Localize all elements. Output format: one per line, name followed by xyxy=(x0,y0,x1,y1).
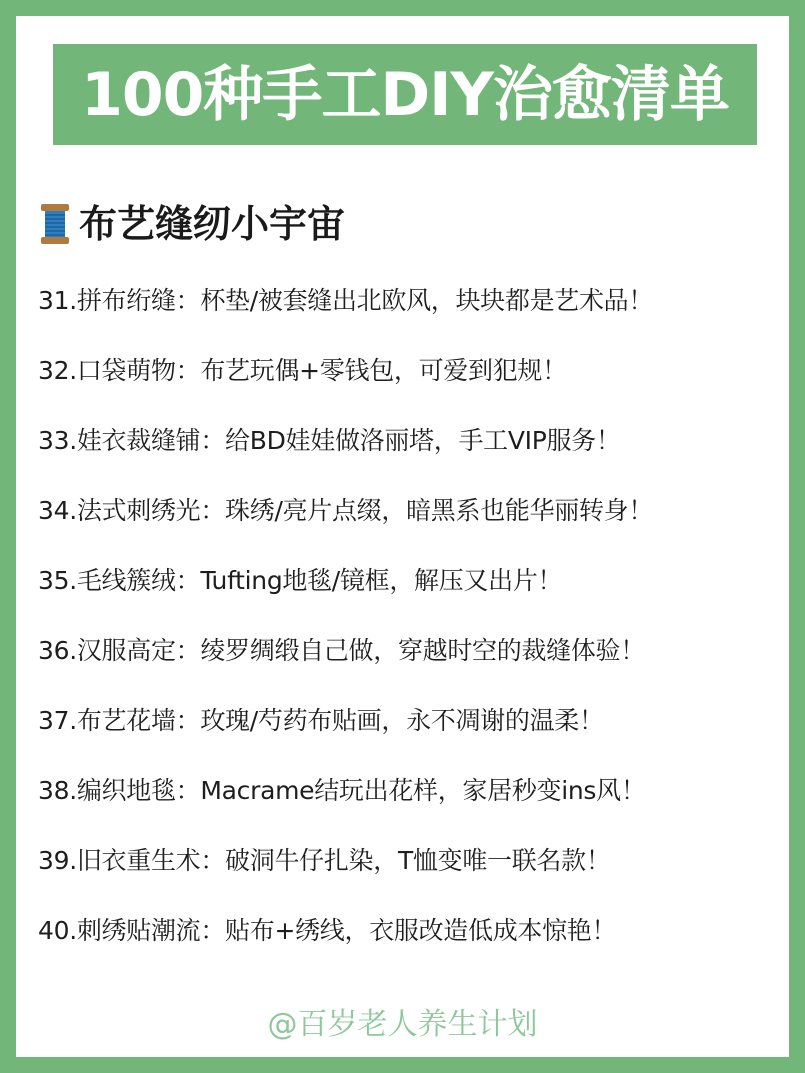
list-item: 37.布艺花墙：玫瑰/芍药布贴画，永不凋谢的温柔！ xyxy=(38,706,604,735)
thread-spool-icon xyxy=(37,202,73,246)
list-item: 31.拼布绗缝：杯垫/被套缝出北欧风，块块都是艺术品！ xyxy=(38,286,654,315)
list-item: 33.娃衣裁缝铺：给BD娃娃做洛丽塔，手工VIP服务！ xyxy=(38,426,621,455)
list-item: 32.口袋萌物：布艺玩偶+零钱包，可爱到犯规！ xyxy=(38,356,567,385)
section-header xyxy=(37,200,345,248)
list-item: 40.刺绣贴潮流：贴布+绣线，衣服改造低成本惊艳！ xyxy=(38,916,617,945)
section-title: 布艺缝纫小宇宙 xyxy=(79,202,346,246)
title-banner xyxy=(53,44,757,145)
list-item: 39.旧衣重生术：破洞牛仔扎染，T恤变唯一联名款！ xyxy=(38,846,611,875)
craft-list xyxy=(38,264,778,964)
list-item: 36.汉服高定：绫罗绸缎自己做，穿越时空的裁缝体验！ xyxy=(38,636,645,665)
list-item: 34.法式刺绣光：珠绣/亮片点缀，暗黑系也能华丽转身！ xyxy=(38,496,654,525)
list-item: 35.毛线簇绒：Tufting地毯/镜框，解压又出片！ xyxy=(38,566,563,595)
footer-watermark: @百岁老人养生计划 xyxy=(267,1007,538,1042)
list-item: 38.编织地毯：Macrame结玩出花样，家居秒变ins风！ xyxy=(38,776,646,805)
page-title: 100种手工DIY治愈清单 xyxy=(81,59,729,130)
